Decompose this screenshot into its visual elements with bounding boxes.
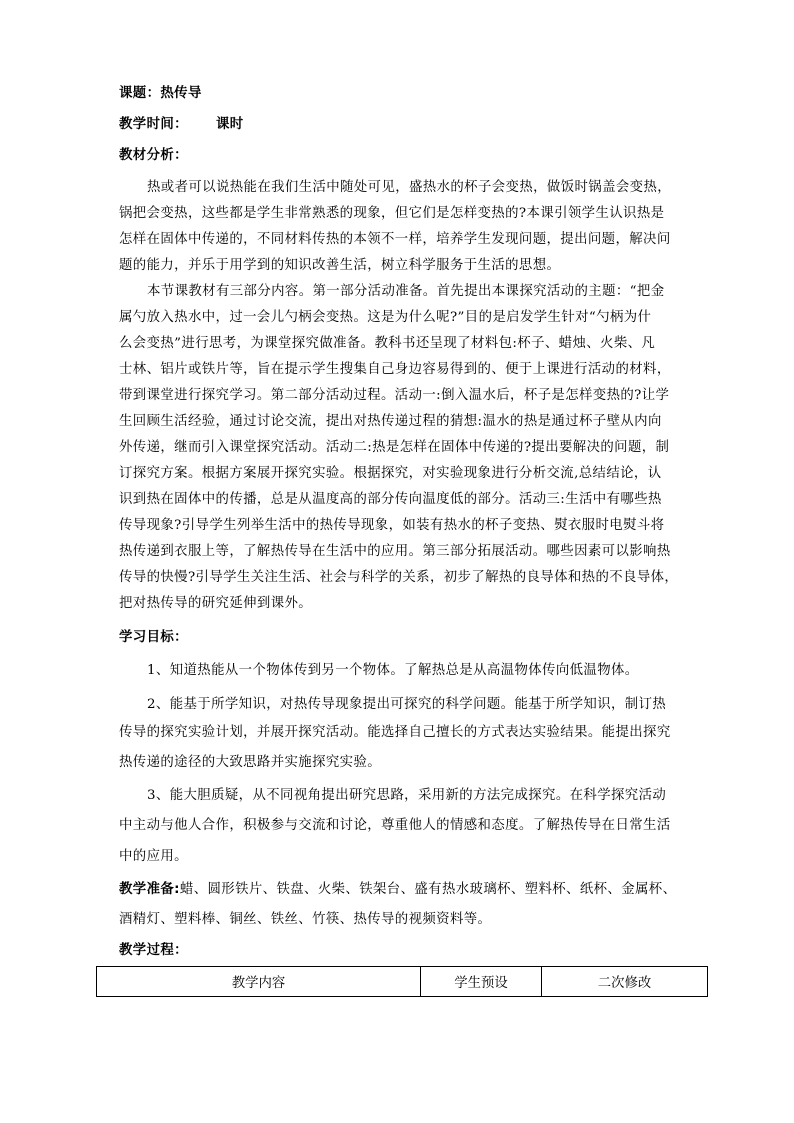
analysis-line: 带到课堂进行探究学习。第二部分活动过程。活动一:倒入温水后，杯子是怎样变热的?让学 xyxy=(119,388,670,403)
time-value: 课时 xyxy=(215,117,244,132)
goal-line: 热传递的途径的大致思路并实施探究实验。 xyxy=(119,755,382,770)
analysis-line: 么会变热”进行思考，为课堂探究做准备。教科书还呈现了材料包:杯子、蜡烛、火柴、凡 xyxy=(119,336,656,351)
analysis-line: 士林、铝片或铁片等，旨在提示学生搜集自己身边容易得到的、便于上课进行活动的材料， xyxy=(119,362,671,377)
goal-line: 2、能基于所学知识，对热传导现象提出可探究的科学问题。能基于所学知识，制订热 xyxy=(147,697,667,712)
analysis-line: 外传递，继而引入课堂探究活动。活动二:热是怎样在固体中传递的?提出要解决的问题，制 xyxy=(119,440,670,455)
topic-value: 热传导 xyxy=(160,86,202,101)
prep-items: 蜡、圆形铁片、铁盘、火柴、铁架台、盛有热水玻璃杯、塑料杯、纸杯、金属杯、 xyxy=(179,882,677,897)
analysis-line: 热或者可以说热能在我们生活中随处可见，盛热水的杯子会变热，做饭时锅盖会变热， xyxy=(147,180,672,195)
prep-line: 酒精灯、塑料棒、铜丝、铁丝、竹筷、热传导的视频资料等。 xyxy=(119,912,492,927)
goals-heading: 学习目标： xyxy=(119,630,188,645)
analysis-line: 识到热在固体中的传播，总是从温度高的部分传向温度低的部分。活动三:生活中有哪些热 xyxy=(119,492,662,507)
analysis-line: 怎样在固体中传递的，不同材料传热的本领不一样，培养学生发现问题，提出问题，解决问 xyxy=(119,232,671,247)
goal-line: 传导的探究实验计划，并展开探究活动。能选择自己擅长的方式表达实验结果。能提出探究 xyxy=(119,725,671,740)
analysis-heading: 教材分析： xyxy=(119,148,188,163)
col-teaching-content: 教学内容 xyxy=(97,967,421,997)
lesson-topic xyxy=(119,86,679,102)
analysis-line: 传导现象?引导学生列举生活中的热传导现象，如装有热水的杯子变热、熨衣服时电熨斗将 xyxy=(119,518,665,533)
analysis-line: 题的能力，并乐于用学到的知识改善生活，树立科学服务于生活的思想。 xyxy=(119,258,561,273)
analysis-line: 热传递到衣服上等，了解热传导在生活中的应用。第三部分拓展活动。哪些因素可以影响热 xyxy=(119,544,671,559)
process-heading: 教学过程： xyxy=(119,943,188,958)
analysis-line: 属勺放入热水中，过一会儿勺柄会变热。这是为什么呢?”目的是启发学生针对“勺柄为什 xyxy=(119,310,652,325)
goal-line: 中主动与他人合作，积极参与交流和讨论，尊重他人的情感和态度。了解热传导在日常生活 xyxy=(119,818,671,833)
table-header-row xyxy=(97,967,708,997)
analysis-line: 把对热传导的研究延伸到课外。 xyxy=(119,596,313,611)
col-student-preview: 学生预设 xyxy=(421,967,542,997)
analysis-line: 生回顾生活经验，通过讨论交流，提出对热传递过程的猜想:温水的热是通过杯子壁从内向 xyxy=(119,414,662,429)
prep-line xyxy=(119,882,679,898)
analysis-line: 本节课教材有三部分内容。第一部分活动准备。首先提出本课探究活动的主题：“把金 xyxy=(147,284,665,299)
time-label: 教学时间： xyxy=(119,117,188,132)
goal-line: 中的应用。 xyxy=(119,849,188,864)
analysis-line: 锅把会变热，这些都是学生非常熟悉的现象，但它们是怎样变热的?本课引领学生认识热是 xyxy=(119,206,665,221)
teaching-time xyxy=(119,117,679,133)
topic-label: 课题： xyxy=(119,86,161,101)
goal-line: 1、知道热能从一个物体传到另一个物体。了解热总是从高温物体传向低温物体。 xyxy=(147,663,639,678)
process-table xyxy=(96,966,708,997)
goal-line: 3、能大胆质疑，从不同视角提出研究思路，采用新的方法完成探究。在科学探究活动 xyxy=(147,788,667,803)
prep-heading: 教学准备: xyxy=(119,882,180,897)
analysis-line: 传导的快慢?引导学生关注生活、社会与科学的关系，初步了解热的良导体和热的不良导体， xyxy=(119,570,679,585)
col-revision: 二次修改 xyxy=(542,967,708,997)
analysis-line: 订探究方案。根据方案展开探究实验。根据探究，对实验现象进行分析交流,总结结论，认 xyxy=(119,466,662,481)
